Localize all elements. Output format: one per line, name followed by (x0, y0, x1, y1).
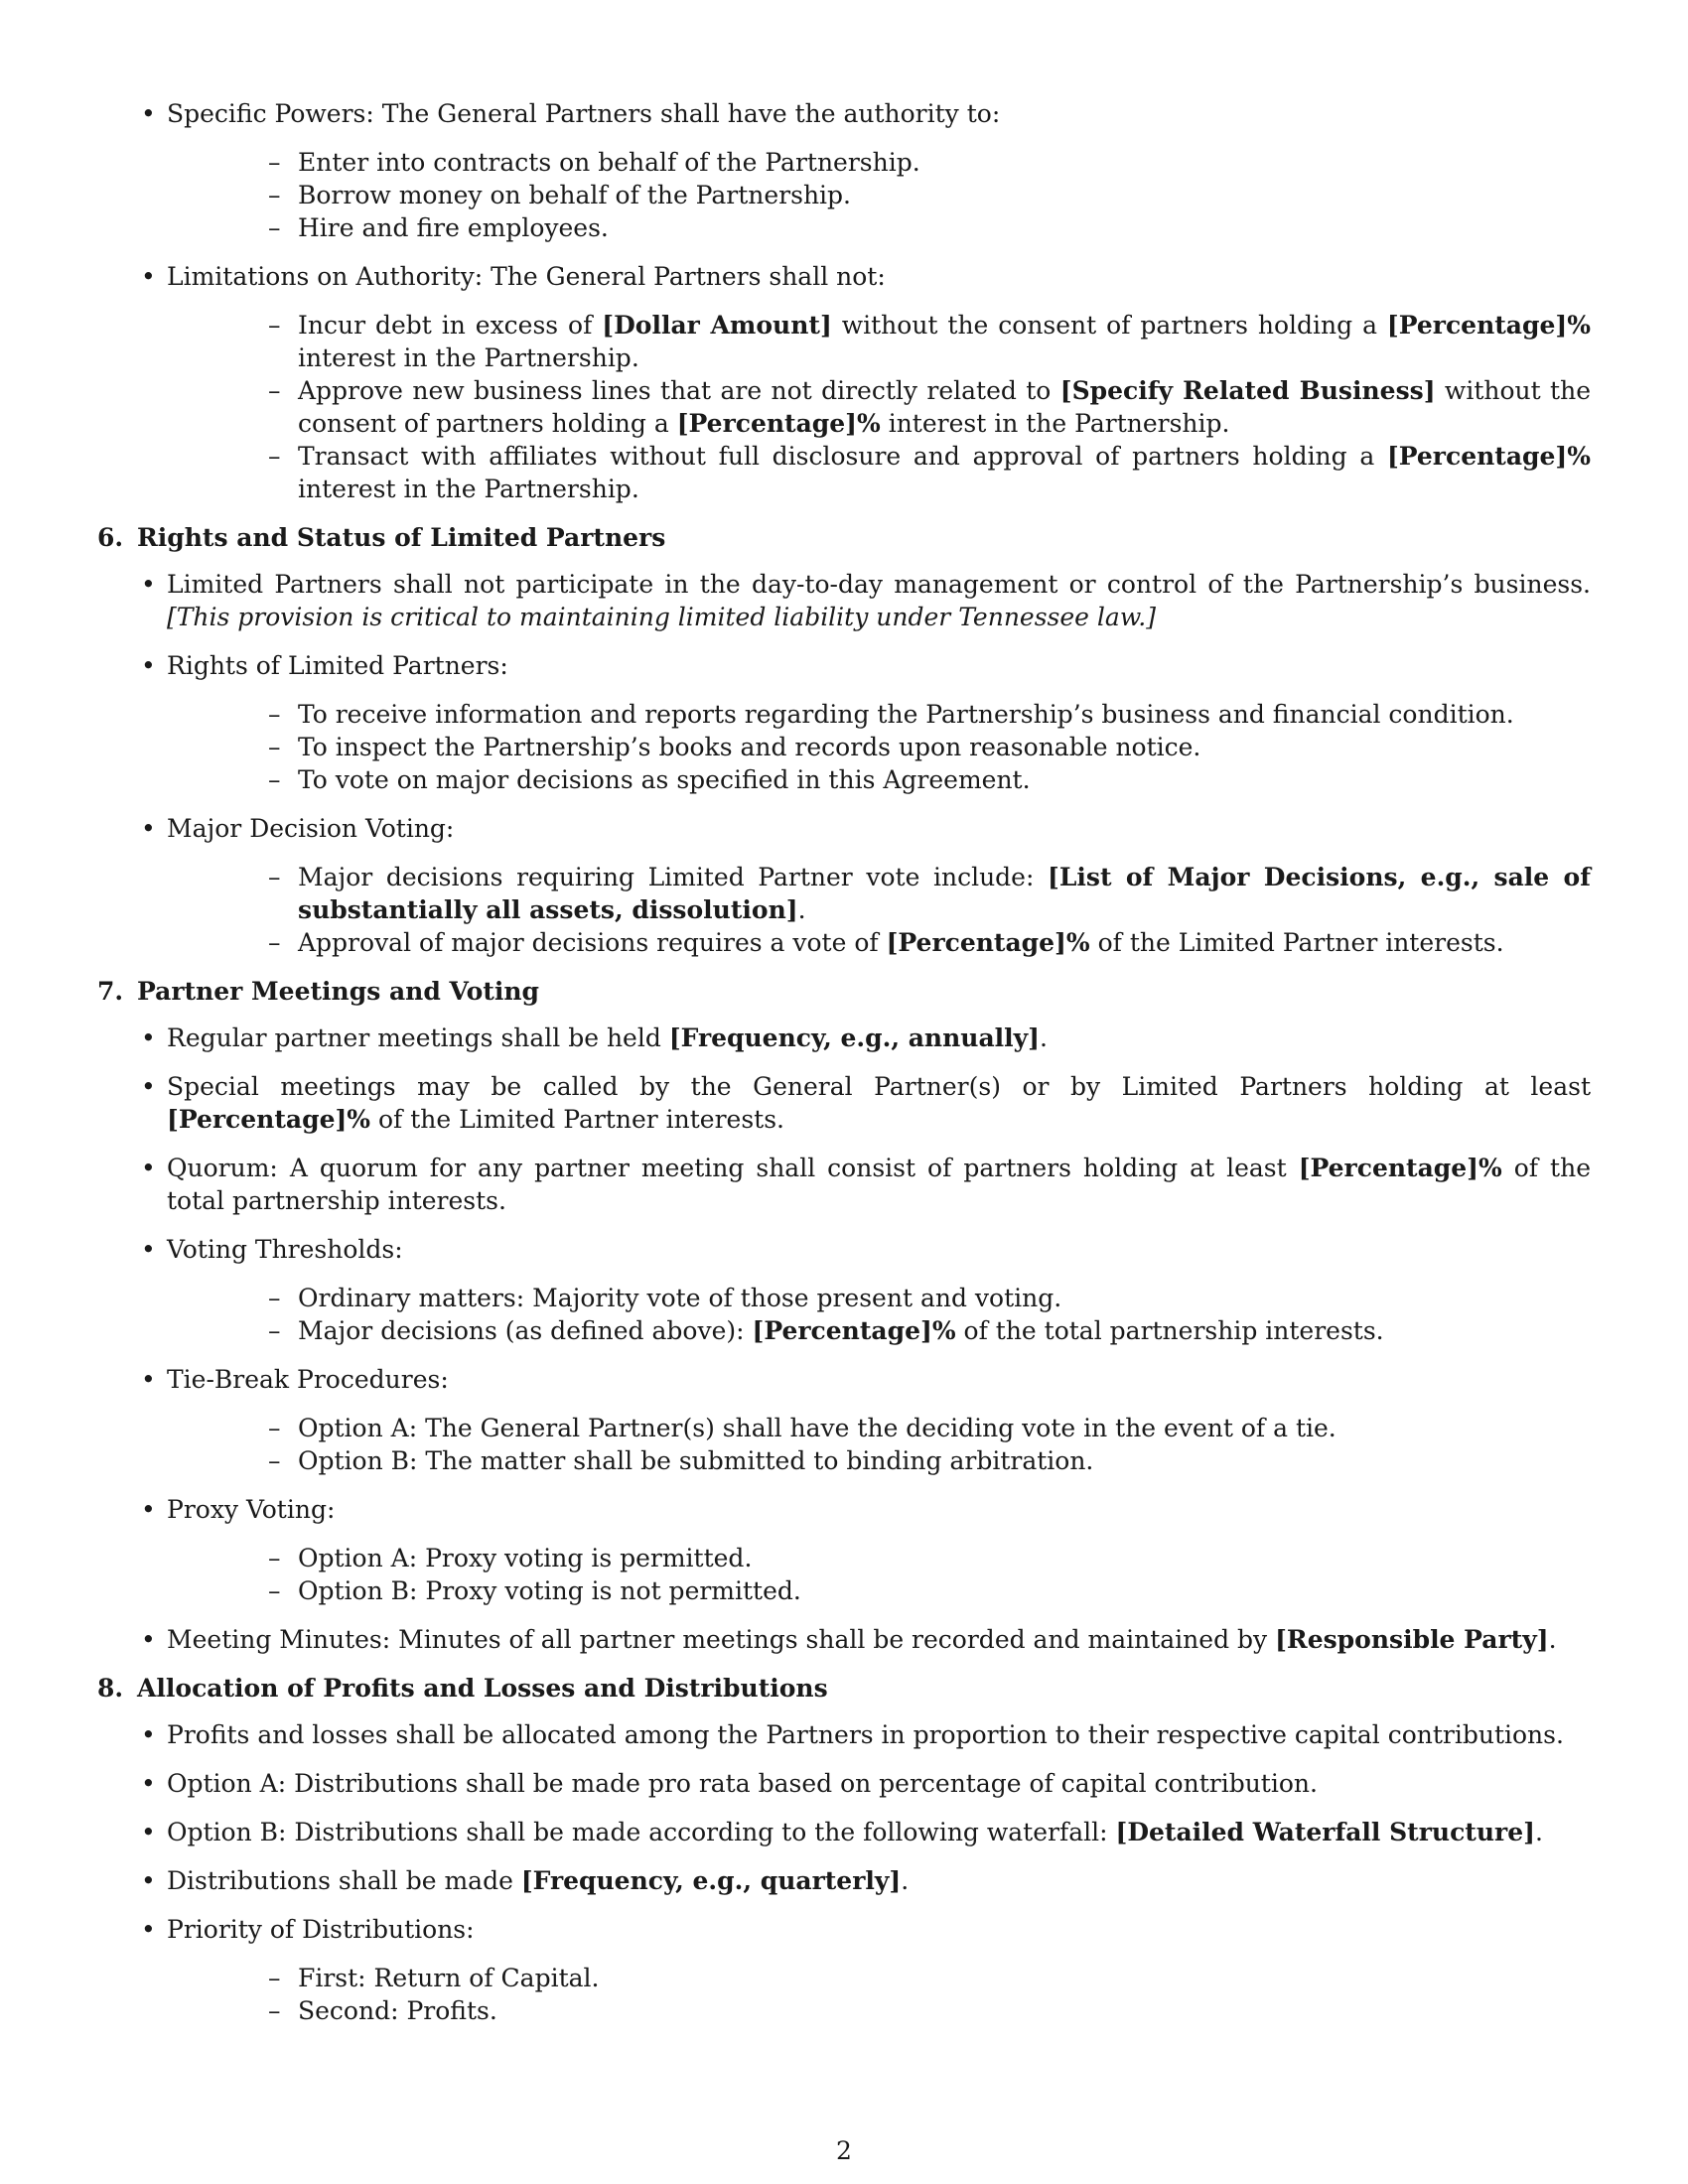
list-item: • Quorum: A quorum for any partner meeting shall consist of partners holding at least [Percentage]% of the total partnership interests. (97, 1152, 1591, 1217)
major-decision-voting-item: • Major Decision Voting: – Major decisions requiring Limited Partner vote include: [List of Major Decisions, e.g., sale of substantially all assets, dissolution]. – Approval of major decisions requires a vote of [Percentage]% of the Limited Partner interests. (97, 812, 1591, 959)
list-item: • Distributions shall be made [Frequency, e.g., quarterly]. (97, 1864, 1591, 1897)
list-item: – Approval of major decisions requires a vote of [Percentage]% of the Limited Partner interests. (167, 926, 1591, 959)
voting-thresholds-item: • Voting Thresholds: – Ordinary matters: Majority vote of those present and voting. – Major decisions (as defined above): [Percentage]% of the total partnership interests. (97, 1233, 1591, 1347)
list-item: • Profits and losses shall be allocated among the Partners in proportion to their respective capital contributions. (97, 1718, 1591, 1751)
list-item: • Regular partner meetings shall be held [Frequency, e.g., annually]. (97, 1022, 1591, 1054)
list-item: – Major decisions requiring Limited Partner vote include: [List of Major Decisions, e.g., sale of substantially all assets, dissolution]. (167, 861, 1591, 926)
list-item: – Borrow money on behalf of the Partnership. (167, 179, 1591, 211)
limitations-item: • Limitations on Authority: The General Partners shall not: – Incur debt in excess of [Dollar Amount] without the consent of partners holding a [Percentage]% interest in the Partnership. – Approve new business lines that are not directly related to [Specify Related Business] without the consent of partners holding a [Percentage]% interest in the Partnership. – Transact with affiliates without full disclosure and approval of partners holding a [Percentage]% interest in the Partnership. (97, 260, 1591, 505)
specific-powers-item: • Specific Powers: The General Partners shall have the authority to: – Enter into contracts on behalf of the Partnership. – Borrow money on behalf of the Partnership. – Hire and fire employees. (97, 97, 1591, 244)
list-item: – Enter into contracts on behalf of the Partnership. (167, 146, 1591, 179)
section-8-heading: 8. Allocation of Profits and Losses and Distributions (97, 1674, 828, 1703)
list-item: – Second: Profits. (167, 1994, 1591, 2027)
list-item: – Option B: The matter shall be submitted to binding arbitration. (167, 1444, 1591, 1477)
priority-list (167, 1962, 1591, 2027)
rights-item: • Rights of Limited Partners: – To receive information and reports regarding the Partnership’s business and financial condition. – To inspect the Partnership’s books and records upon reasonable notice. – To vote on major decisions as specified in this Agreement. (97, 649, 1591, 796)
list-item: – Ordinary matters: Majority vote of those present and voting. (167, 1282, 1591, 1314)
section-7-heading: 7. Partner Meetings and Voting (97, 977, 540, 1006)
list-item: – To inspect the Partnership’s books and records upon reasonable notice. (167, 731, 1591, 763)
list-item: • Meeting Minutes: Minutes of all partner meetings shall be recorded and maintained by [Responsible Party]. (97, 1623, 1591, 1656)
list-item: – Option A: The General Partner(s) shall have the deciding vote in the event of a tie. (167, 1412, 1591, 1444)
section-6-heading: 6. Rights and Status of Limited Partners (97, 523, 666, 552)
thresholds-list (167, 1282, 1591, 1347)
document-body (97, 97, 1591, 2043)
list-item: – First: Return of Capital. (167, 1962, 1591, 1994)
list-item: – Transact with affiliates without full disclosure and approval of partners holding a [Percentage]% interest in the Partnership. (167, 440, 1591, 505)
specific-powers-list (167, 146, 1591, 244)
list-item: – Approve new business lines that are not directly related to [Specify Related Business] without the consent of partners holding a [Percentage]% interest in the Partnership. (167, 374, 1591, 440)
limitations-list (167, 309, 1591, 505)
tie-break-item: • Tie-Break Procedures: – Option A: The General Partner(s) shall have the deciding vote in the event of a tie. – Option B: The matter shall be submitted to binding arbitration. (97, 1363, 1591, 1477)
list-item: • Special meetings may be called by the General Partner(s) or by Limited Partners holding at least [Percentage]% of the Limited Partner interests. (97, 1070, 1591, 1136)
list-item: – To vote on major decisions as specified in this Agreement. (167, 763, 1591, 796)
major-decision-list (167, 861, 1591, 959)
list-item: – Option B: Proxy voting is not permitted. (167, 1574, 1591, 1607)
priority-item: • Priority of Distributions: – First: Return of Capital. – Second: Profits. (97, 1913, 1591, 2027)
list-item: – Option A: Proxy voting is permitted. (167, 1542, 1591, 1574)
list-item: – Major decisions (as defined above): [Percentage]% of the total partnership interests. (167, 1314, 1591, 1347)
proxy-voting-item: • Proxy Voting: – Option A: Proxy voting is permitted. – Option B: Proxy voting is not permitted. (97, 1493, 1591, 1607)
list-item: • Option A: Distributions shall be made pro rata based on percentage of capital contribution. (97, 1767, 1591, 1800)
list-item: – Incur debt in excess of [Dollar Amount] without the consent of partners holding a [Percentage]% interest in the Partnership. (167, 309, 1591, 374)
list-item: • Limited Partners shall not participate in the day-to-day management or control of the Partnership’s business. [This provision is critical to maintaining limited liability under Tennessee law.] (97, 568, 1591, 633)
page-number: 2 (836, 2136, 852, 2165)
tie-break-list (167, 1412, 1591, 1477)
list-item: • Option B: Distributions shall be made according to the following waterfall: [Detailed Waterfall Structure]. (97, 1816, 1591, 1848)
list-item: – To receive information and reports regarding the Partnership’s business and financial condition. (167, 698, 1591, 731)
proxy-list (167, 1542, 1591, 1607)
rights-list (167, 698, 1591, 796)
list-item: – Hire and fire employees. (167, 211, 1591, 244)
